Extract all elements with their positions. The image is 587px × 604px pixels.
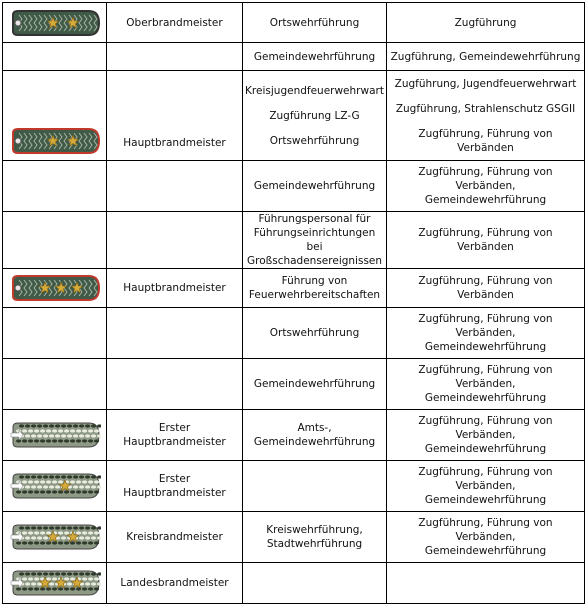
cell-line: Ortswehrführung [269,327,360,339]
qualification-cell [387,212,585,269]
epaulette-image [9,568,101,598]
qualification-cell [387,461,585,512]
rank-label: Hauptbrandmeister [123,282,226,294]
qualification-stack [389,363,582,405]
qualification-stack [389,165,582,207]
rank-table [2,2,585,604]
epaulette-base [13,276,99,300]
qualification-cell [387,269,585,308]
position-stack [245,523,384,551]
position-cell [243,359,387,410]
qualification-cell [387,308,585,359]
insignia-cell [3,3,107,43]
position-cell [243,512,387,563]
insignia-cell [3,512,107,563]
rank-cell [107,461,243,512]
qualification-stack [389,77,582,155]
insignia-cell [3,563,107,604]
cell-line: Zugführung LZ-G [269,109,360,122]
epaulette-image [9,522,101,552]
rank-cell [107,3,243,43]
cell-line: Kreiswehrführung, Stadtwehrführung [266,524,363,550]
cell-line: Ortswehrführung [269,134,360,147]
rank-cell [107,269,243,308]
cell-line: Gemeindewehrführung [253,50,376,63]
table-row [3,461,585,512]
rank-cell [107,43,243,71]
insignia-cell [3,269,107,308]
table-row [3,410,585,461]
position-stack [245,377,384,391]
cell-line: Zugführung, Führung von Verbänden [418,275,553,301]
rank-cell [107,71,243,161]
rank-label: Kreisbrandmeister [126,531,223,543]
position-cell [243,308,387,359]
qualification-stack [389,414,582,456]
qualification-cell [387,512,585,563]
table-row [3,3,585,43]
cell-line: Führung von Feuerwehrbereitschaften [248,275,381,301]
table-row [3,212,585,269]
table-row [3,71,585,161]
rank-cell [107,563,243,604]
cell-line: Zugführung [454,16,517,29]
epaulette-image [9,471,101,501]
position-cell [243,563,387,604]
position-stack [245,274,384,302]
insignia-cell [3,71,107,161]
rank-cell [107,359,243,410]
position-cell [243,161,387,212]
qualification-cell [387,71,585,161]
rank-cell [107,512,243,563]
position-cell [243,269,387,308]
table-row [3,512,585,563]
button-icon [15,138,21,144]
rank-label: Landesbrandmeister [120,577,229,589]
cell-line: Kreisjugendfeuerwehrwart [245,84,384,97]
cell-line: Zugführung, Führung von Verbänden [418,227,553,253]
rank-cell [107,212,243,269]
cell-line: Zugführung, Führung von Verbänden, Gemeindewehrführung [418,415,553,455]
position-cell [243,410,387,461]
insignia-cell [3,359,107,410]
position-stack [245,179,384,193]
qualification-stack [389,465,582,507]
qualification-stack [389,50,582,64]
qualification-stack [389,312,582,354]
position-stack [245,50,384,64]
qualification-cell [387,410,585,461]
qualification-cell [387,43,585,71]
rank-cell [107,161,243,212]
button-icon [15,20,21,26]
rank-label: Erster Hauptbrandmeister [123,473,226,499]
qualification-cell [387,359,585,410]
insignia-cell [3,43,107,71]
position-stack [245,84,384,148]
insignia-cell [3,161,107,212]
position-stack [245,212,384,268]
insignia-cell [3,212,107,269]
rank-label: Hauptbrandmeister [123,137,226,149]
cell-line: Gemeindewehrführung [253,180,376,192]
qualification-cell [387,563,585,604]
rank-cell [107,308,243,359]
cell-line: Zugführung, Gemeindewehrführung [390,50,581,63]
cell-line: Ortswehrführung [269,16,360,29]
cell-line: Zugführung, Führung von Verbänden, Gemeindewehrführung [418,313,553,353]
table-row [3,43,585,71]
table-row [3,359,585,410]
rank-cell [107,410,243,461]
cell-line: Zugführung, Jugendfeuerwehrwart [394,77,577,90]
rank-label: Oberbrandmeister [126,16,223,29]
position-stack [245,326,384,340]
epaulette-image [9,420,101,450]
cell-line: Zugführung, Führung von Verbänden, Gemeindewehrführung [418,517,553,557]
cell-line: Zugführung, Führung von Verbänden [418,127,553,154]
table-row [3,269,585,308]
qualification-cell [387,161,585,212]
insignia-cell [3,410,107,461]
table-row [3,308,585,359]
position-cell [243,71,387,161]
cell-line: Zugführung, Führung von Verbänden, Gemeindewehrführung [418,364,553,404]
qualification-stack [389,226,582,254]
epaulette-image [9,126,101,156]
cell-line: Zugführung, Strahlenschutz GSGII [395,102,576,115]
position-cell [243,212,387,269]
position-cell [243,3,387,43]
epaulette-image [9,8,101,38]
table-row [3,563,585,604]
qualification-stack [389,274,582,302]
qualification-stack [389,16,582,30]
cell-line: Führungspersonal für Führungseinrichtungen bei Großschadensereignissen [246,213,383,267]
position-cell [243,461,387,512]
table-row [3,161,585,212]
qualification-stack [389,516,582,558]
qualification-cell [387,3,585,43]
insignia-cell [3,461,107,512]
position-stack [245,421,384,449]
position-cell [243,43,387,71]
epaulette-image [9,273,101,303]
button-icon [15,285,21,291]
cell-line: Zugführung, Führung von Verbänden, Gemeindewehrführung [418,466,553,506]
rank-label: Erster Hauptbrandmeister [123,422,226,448]
cell-line: Gemeindewehrführung [253,378,376,390]
insignia-cell [3,308,107,359]
cell-line: Amts-, Gemeindewehrführung [253,422,376,448]
cell-line: Zugführung, Führung von Verbänden, Gemeindewehrführung [418,166,553,206]
position-stack [245,16,384,30]
